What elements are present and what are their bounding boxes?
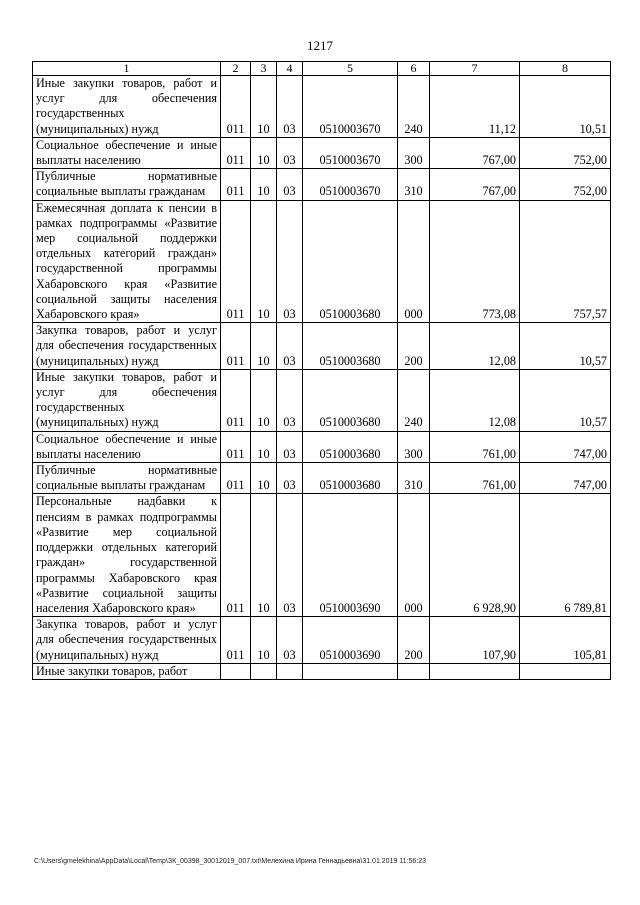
cell-amount-col8: 757,57 (520, 200, 611, 323)
cell-target-item: 0510003670 (303, 76, 398, 138)
cell-target-item: 0510003670 (303, 169, 398, 200)
row-description: Закупка товаров, работ и услуг для обеспечения государственных (муниципальных) нужд (33, 617, 221, 664)
table-row (33, 463, 611, 494)
cell-subsection: 03 (277, 137, 303, 168)
cell-section: 10 (251, 463, 277, 494)
cell-amount-col7: 761,00 (430, 463, 520, 494)
cell-expense-type: 200 (398, 323, 430, 370)
cell-target-item: 0510003680 (303, 323, 398, 370)
table-row (33, 169, 611, 200)
cell-expense-type: 310 (398, 463, 430, 494)
table-row (33, 323, 611, 370)
row-description: Иные закупки товаров, работ и услуг для обеспечения государственных (муниципальных) нужд (33, 369, 221, 431)
row-description: Ежемесячная доплата к пенсии в рамках подпрограммы «Развитие мер социальной поддержки отдельных категорий граждан» государственной программы Хабаровского края «Развитие социальной защиты населения Хабаровского края» (33, 200, 221, 323)
cell-expense-type: 200 (398, 617, 430, 664)
cell-expense-type: 310 (398, 169, 430, 200)
cell-subsection: 03 (277, 369, 303, 431)
row-description: Иные закупки товаров, работ и услуг для обеспечения государственных (муниципальных) нужд (33, 76, 221, 138)
cell-target-item: 0510003680 (303, 369, 398, 431)
header-cell: 4 (277, 62, 303, 76)
cell-subsection: 03 (277, 463, 303, 494)
row-description: Публичные нормативные социальные выплаты гражданам (33, 169, 221, 200)
cell-subsection: 03 (277, 169, 303, 200)
cell-amount-col8: 752,00 (520, 137, 611, 168)
cell-section: 10 (251, 169, 277, 200)
table-row (33, 200, 611, 323)
table-row (33, 369, 611, 431)
cell-admin-code: 011 (221, 369, 251, 431)
table-row (33, 431, 611, 462)
header-cell: 6 (398, 62, 430, 76)
cell-expense-type: 000 (398, 494, 430, 617)
cell-subsection: 03 (277, 323, 303, 370)
header-cell: 8 (520, 62, 611, 76)
table-row (33, 76, 611, 138)
cell-expense-type: 000 (398, 200, 430, 323)
table-row (33, 494, 611, 617)
cell-amount-col7: 11,12 (430, 76, 520, 138)
cell-section: 10 (251, 323, 277, 370)
cell-amount-col7: 767,00 (430, 169, 520, 200)
cell-section: 10 (251, 369, 277, 431)
cell-amount-col8: 10,57 (520, 323, 611, 370)
cell-admin-code (221, 663, 251, 679)
budget-table (32, 61, 611, 680)
cell-admin-code: 011 (221, 169, 251, 200)
cell-amount-col8: 6 789,81 (520, 494, 611, 617)
cell-subsection: 03 (277, 494, 303, 617)
cell-expense-type (398, 663, 430, 679)
cell-amount-col7: 761,00 (430, 431, 520, 462)
cell-amount-col8: 105,81 (520, 617, 611, 664)
cell-target-item: 0510003690 (303, 617, 398, 664)
cell-admin-code: 011 (221, 431, 251, 462)
cell-admin-code: 011 (221, 137, 251, 168)
cell-expense-type: 300 (398, 137, 430, 168)
footer-file-path: C:\Users\gmelekhina\AppData\Local\Temp\ЗК_00398_30012019_007.txt\Мелехина Ирина Геннадьевна\31.01.2019 11:56:23 (34, 858, 427, 865)
row-description: Публичные нормативные социальные выплаты гражданам (33, 463, 221, 494)
cell-section: 10 (251, 617, 277, 664)
cell-expense-type: 240 (398, 369, 430, 431)
cell-subsection: 03 (277, 431, 303, 462)
cell-admin-code: 011 (221, 323, 251, 370)
cell-subsection: 03 (277, 76, 303, 138)
cell-expense-type: 300 (398, 431, 430, 462)
cell-amount-col8: 10,57 (520, 369, 611, 431)
page-number: 1217 (307, 38, 333, 53)
header-cell: 1 (33, 62, 221, 76)
header-cell: 5 (303, 62, 398, 76)
cell-amount-col8: 747,00 (520, 463, 611, 494)
cell-admin-code: 011 (221, 617, 251, 664)
header-row (33, 62, 611, 76)
table-row (33, 663, 611, 679)
cell-target-item: 0510003680 (303, 431, 398, 462)
header-cell: 7 (430, 62, 520, 76)
cell-admin-code: 011 (221, 76, 251, 138)
cell-target-item: 0510003680 (303, 200, 398, 323)
cell-expense-type: 240 (398, 76, 430, 138)
cell-amount-col7 (430, 663, 520, 679)
cell-admin-code: 011 (221, 463, 251, 494)
cell-admin-code: 011 (221, 200, 251, 323)
cell-amount-col8: 747,00 (520, 431, 611, 462)
cell-subsection (277, 663, 303, 679)
cell-amount-col8: 752,00 (520, 169, 611, 200)
cell-admin-code: 011 (221, 494, 251, 617)
cell-amount-col7: 6 928,90 (430, 494, 520, 617)
cell-amount-col8: 10,51 (520, 76, 611, 138)
cell-target-item: 0510003690 (303, 494, 398, 617)
cell-section (251, 663, 277, 679)
cell-subsection: 03 (277, 617, 303, 664)
cell-target-item: 0510003680 (303, 463, 398, 494)
table-row (33, 617, 611, 664)
row-description: Закупка товаров, работ и услуг для обеспечения государственных (муниципальных) нужд (33, 323, 221, 370)
header-cell: 3 (251, 62, 277, 76)
cell-amount-col8 (520, 663, 611, 679)
cell-amount-col7: 107,90 (430, 617, 520, 664)
cell-section: 10 (251, 76, 277, 138)
row-description: Персональные надбавки к пенсиям в рамках подпрограммы «Развитие мер социальной поддержки отдельных категорий граждан» государственной программы Хабаровского края «Развитие социальной защиты населения Хабаровского края» (33, 494, 221, 617)
row-description: Иные закупки товаров, работ (33, 663, 221, 679)
cell-amount-col7: 12,08 (430, 323, 520, 370)
table-row (33, 137, 611, 168)
cell-target-item (303, 663, 398, 679)
cell-amount-col7: 767,00 (430, 137, 520, 168)
header-cell: 2 (221, 62, 251, 76)
cell-section: 10 (251, 200, 277, 323)
cell-section: 10 (251, 137, 277, 168)
cell-section: 10 (251, 494, 277, 617)
row-description: Социальное обеспечение и иные выплаты населению (33, 137, 221, 168)
cell-subsection: 03 (277, 200, 303, 323)
cell-amount-col7: 12,08 (430, 369, 520, 431)
row-description: Социальное обеспечение и иные выплаты населению (33, 431, 221, 462)
cell-amount-col7: 773,08 (430, 200, 520, 323)
cell-target-item: 0510003670 (303, 137, 398, 168)
cell-section: 10 (251, 431, 277, 462)
